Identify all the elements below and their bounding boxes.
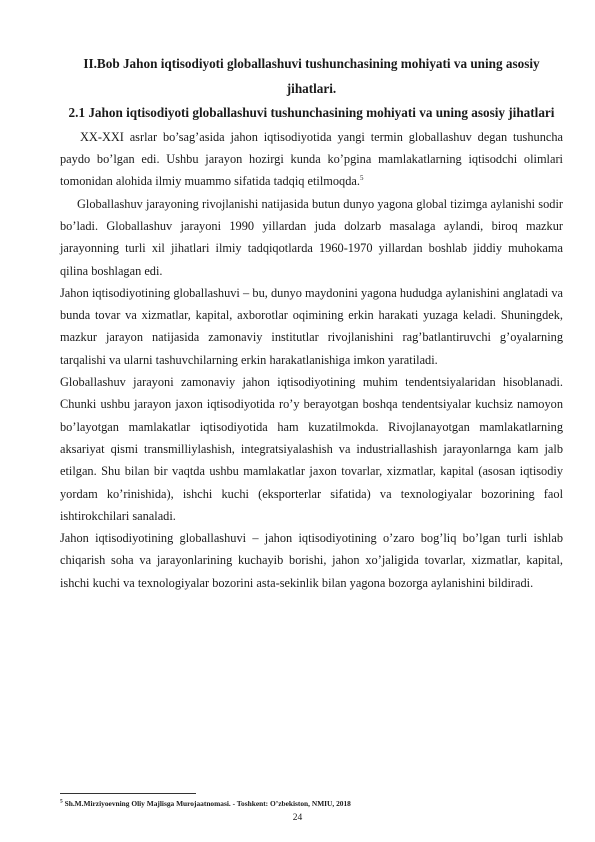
chapter-title: II.Bob Jahon iqtisodiyoti globallashuvi tushunchasining mohiyati va uning asosiy jihatlari.: [83, 56, 540, 96]
page-body: [60, 52, 563, 594]
footnote-marker: 5: [60, 798, 63, 805]
paragraph-4: Globallashuv jarayoni zamonaviy jahon iqtisodiyotining muhim tendentsiyalaridan hisoblanadi. Chunki ushbu jarayon jaxon iqtisodiyotida ro’y berayotgan boshqa tendentsiyalar kuchsiz namoyon bo’layotgan mamlakatlar iqtisodiyotida ham kuzatilmokda. Rivojlanayotgan mamlakatlarning aksariyat qismi transmilliylashish, integratsiyalashish va industriallashish jarayonlarnga kam jalb etilgan. Shu bilan bir vaqtda ushbu mamlakatlar jaxon tovarlar, xizmatlar, kapital (asosan iqtisodiy yordam ko’rinishida), ishchi kuchi (eksporterlar sifatida) va texnologiyalar bozorining faol ishtirokchilari sanaladi.: [60, 375, 563, 523]
paragraph-1: [60, 126, 563, 193]
paragraph-5: Jahon iqtisodiyotining globallashuvi – jahon iqtisodiyotining o’zaro bog’liq bo’lgan turli ishlab chiqarish soha va jarayonlarining kuchayib borishi, jahon xo’jaligida tovarlar, xizmatlar, kapital, ishchi kuchi va texnologiyalar bozorini asta-sekinlik bilan yagona bozorga aylanishini bildiradi.: [60, 531, 563, 590]
paragraph-3: Jahon iqtisodiyotining globallashuvi – bu, dunyo maydonini yagona hududga aylanishini anglatadi va bunda tovar va xizmatlar, kapital, axborotlar oqimining erkin harakati yuzaga keladi. Shuningdek, mazkur jarayon natijasida zamonaviy institutlar rivojlanishini rag’batlantiruvchi g’oyalarning tarqalishi va ularni tashuvchilarning erkin harakatlanishiga imkon yaratiladi.: [60, 285, 563, 367]
footnote-divider: [60, 793, 196, 794]
footnote-text: Sh.M.Mirziyoevning Oliy Majlisga Murojaatnomasi. - Toshkent: O’zbekiston, NMIU, 2018: [64, 799, 351, 808]
paragraph-1-text: XX-XXI asrlar bo’sag’asida jahon iqtisodiyotida yangi termin globallashuv degan tushuncha paydo bo’lgan edi. Ushbu jarayon hozirgi kunda ko’pgina mamlakatlarning iqtisodchi olimlari tomonidan alohida ilmiy muammo sifatida tadqiq etilmoqda.: [60, 129, 563, 189]
paragraph-2: Globallashuv jarayoning rivojlanishi natijasida butun dunyo yagona global tizimga aylanishi sodir bo’ladi. Globallashuv jarayoni 1990 yillardan juda dolzarb masalaga aylandi, biroq mazkur jarayonning turli xil jihatlari ilmiy tadqiqotlarda 1960-1970 yillardan boshlab jiddiy muhokama qilina boshlagan edi.: [60, 196, 563, 278]
footnote: [60, 799, 351, 809]
section-title: 2.1 Jahon iqtisodiyoti globallashuvi tushunchasining mohiyati va uning asosiy jihatlari: [68, 105, 555, 121]
footnote-reference: 5: [359, 174, 364, 183]
page-number: 24: [292, 813, 303, 823]
